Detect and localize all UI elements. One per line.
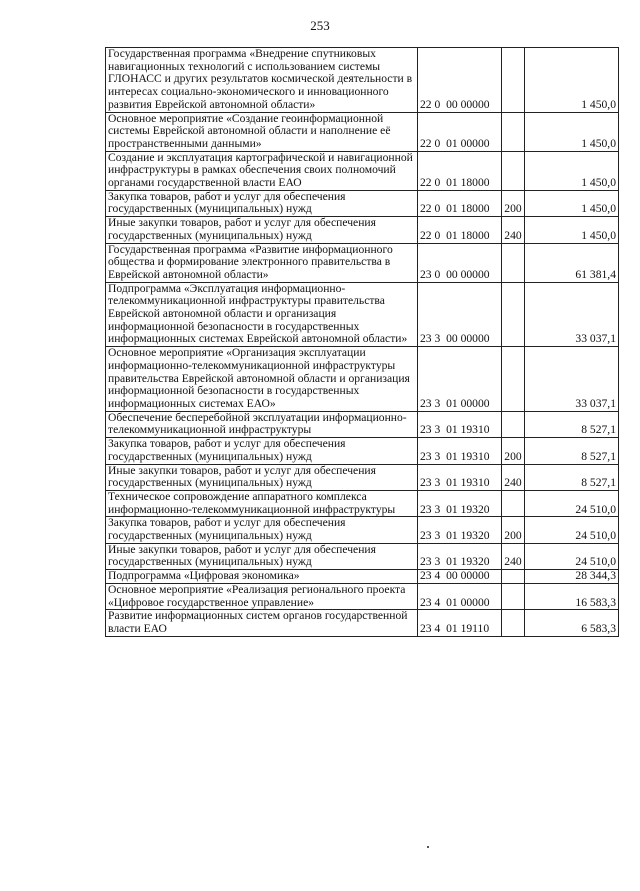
row-name: Государственная программа «Внедрение спутниковых навигационных технологий с использованием системы ГЛОНАСС и других результатов космической деятельности в интересах социально-экономического и инновационного развития Еврейской автономной области» — [106, 48, 418, 113]
table-row — [106, 347, 619, 412]
row-name: Государственная программа «Развитие информационного общества и формирование электронного правительства в Еврейской автономной области» — [106, 243, 418, 282]
row-target-code: 23 0 00 00000 — [418, 243, 502, 282]
row-amount: 6 583,3 — [525, 610, 619, 636]
row-amount: 24 510,0 — [525, 490, 619, 516]
table-row — [106, 570, 619, 584]
row-amount: 1 450,0 — [525, 48, 619, 113]
table-row — [106, 282, 619, 347]
row-name: Закупка товаров, работ и услуг для обеспечения государственных (муниципальных) нужд — [106, 438, 418, 464]
row-expense-type — [502, 610, 525, 636]
row-amount: 28 344,3 — [525, 570, 619, 584]
row-name: Закупка товаров, работ и услуг для обеспечения государственных (муниципальных) нужд — [106, 517, 418, 543]
row-expense-type — [502, 570, 525, 584]
row-amount: 61 381,4 — [525, 243, 619, 282]
row-amount: 1 450,0 — [525, 151, 619, 190]
row-target-code: 22 0 01 18000 — [418, 217, 502, 243]
row-expense-type: 200 — [502, 517, 525, 543]
row-target-code: 22 0 01 00000 — [418, 112, 502, 151]
row-name: Создание и эксплуатация картографической и навигационной инфраструктуры в рамках обеспечения своих полномочий органами государственной власти ЕАО — [106, 151, 418, 190]
row-name: Иные закупки товаров, работ и услуг для обеспечения государственных (муниципальных) нужд — [106, 464, 418, 490]
row-target-code: 23 4 01 00000 — [418, 583, 502, 609]
table-row — [106, 438, 619, 464]
table-row — [106, 583, 619, 609]
row-name: Основное мероприятие «Создание геоинформационной системы Еврейской автономной области и наполнение её пространственными данными» — [106, 112, 418, 151]
row-name: Основное мероприятие «Организация эксплуатации информационно-телекоммуникационной инфраструктуры правительства Еврейской автономной области и организация информационной безопасности в государственных информационных системах ЕАО» — [106, 347, 418, 412]
table-row — [106, 217, 619, 243]
table-row — [106, 543, 619, 569]
table-row — [106, 190, 619, 216]
scan-speck — [427, 846, 429, 848]
row-target-code: 23 4 00 00000 — [418, 570, 502, 584]
row-name: Иные закупки товаров, работ и услуг для обеспечения государственных (муниципальных) нужд — [106, 543, 418, 569]
row-target-code: 23 3 01 19310 — [418, 464, 502, 490]
row-expense-type — [502, 48, 525, 113]
table-row — [106, 517, 619, 543]
row-target-code: 23 4 01 19110 — [418, 610, 502, 636]
row-target-code: 22 0 01 18000 — [418, 151, 502, 190]
row-expense-type: 240 — [502, 543, 525, 569]
row-expense-type: 200 — [502, 190, 525, 216]
row-name: Развитие информационных систем органов государственной власти ЕАО — [106, 610, 418, 636]
row-name: Закупка товаров, работ и услуг для обеспечения государственных (муниципальных) нужд — [106, 190, 418, 216]
table-row — [106, 112, 619, 151]
row-expense-type — [502, 112, 525, 151]
table-row — [106, 411, 619, 437]
row-name: Основное мероприятие «Реализация регионального проекта «Цифровое государственное управление» — [106, 583, 418, 609]
table-row — [106, 464, 619, 490]
row-name: Техническое сопровождение аппаратного комплекса информационно-телекоммуникационной инфраструктуры — [106, 490, 418, 516]
table-row — [106, 243, 619, 282]
row-amount: 8 527,1 — [525, 411, 619, 437]
row-target-code: 23 3 01 19320 — [418, 490, 502, 516]
row-amount: 24 510,0 — [525, 543, 619, 569]
row-expense-type: 240 — [502, 217, 525, 243]
row-expense-type — [502, 282, 525, 347]
row-amount: 1 450,0 — [525, 217, 619, 243]
row-expense-type: 240 — [502, 464, 525, 490]
table-row — [106, 151, 619, 190]
row-target-code: 23 3 01 19310 — [418, 438, 502, 464]
row-amount: 1 450,0 — [525, 112, 619, 151]
row-amount: 8 527,1 — [525, 464, 619, 490]
row-target-code: 22 0 01 18000 — [418, 190, 502, 216]
row-target-code: 23 3 01 19320 — [418, 517, 502, 543]
table-row — [106, 490, 619, 516]
row-expense-type — [502, 243, 525, 282]
row-target-code: 23 3 00 00000 — [418, 282, 502, 347]
row-name: Подпрограмма «Цифровая экономика» — [106, 570, 418, 584]
row-target-code: 23 3 01 00000 — [418, 347, 502, 412]
row-target-code: 22 0 00 00000 — [418, 48, 502, 113]
row-expense-type — [502, 411, 525, 437]
row-name: Иные закупки товаров, работ и услуг для обеспечения государственных (муниципальных) нужд — [106, 217, 418, 243]
row-target-code: 23 3 01 19320 — [418, 543, 502, 569]
row-amount: 1 450,0 — [525, 190, 619, 216]
row-target-code: 23 3 01 19310 — [418, 411, 502, 437]
row-expense-type — [502, 151, 525, 190]
row-expense-type — [502, 490, 525, 516]
row-amount: 16 583,3 — [525, 583, 619, 609]
page-number: 253 — [310, 18, 330, 33]
table-row — [106, 610, 619, 636]
row-amount: 8 527,1 — [525, 438, 619, 464]
budget-table — [105, 47, 619, 637]
row-expense-type: 200 — [502, 438, 525, 464]
row-name: Обеспечение бесперебойной эксплуатации информационно-телекоммуникационной инфраструктуры — [106, 411, 418, 437]
row-amount: 24 510,0 — [525, 517, 619, 543]
table-row — [106, 48, 619, 113]
row-expense-type — [502, 347, 525, 412]
row-name: Подпрограмма «Эксплуатация информационно-телекоммуникационной инфраструктуры правительства Еврейской автономной области и организация информационной безопасности в государственных информационных системах Еврейской автономной области» — [106, 282, 418, 347]
row-amount: 33 037,1 — [525, 282, 619, 347]
row-amount: 33 037,1 — [525, 347, 619, 412]
row-expense-type — [502, 583, 525, 609]
